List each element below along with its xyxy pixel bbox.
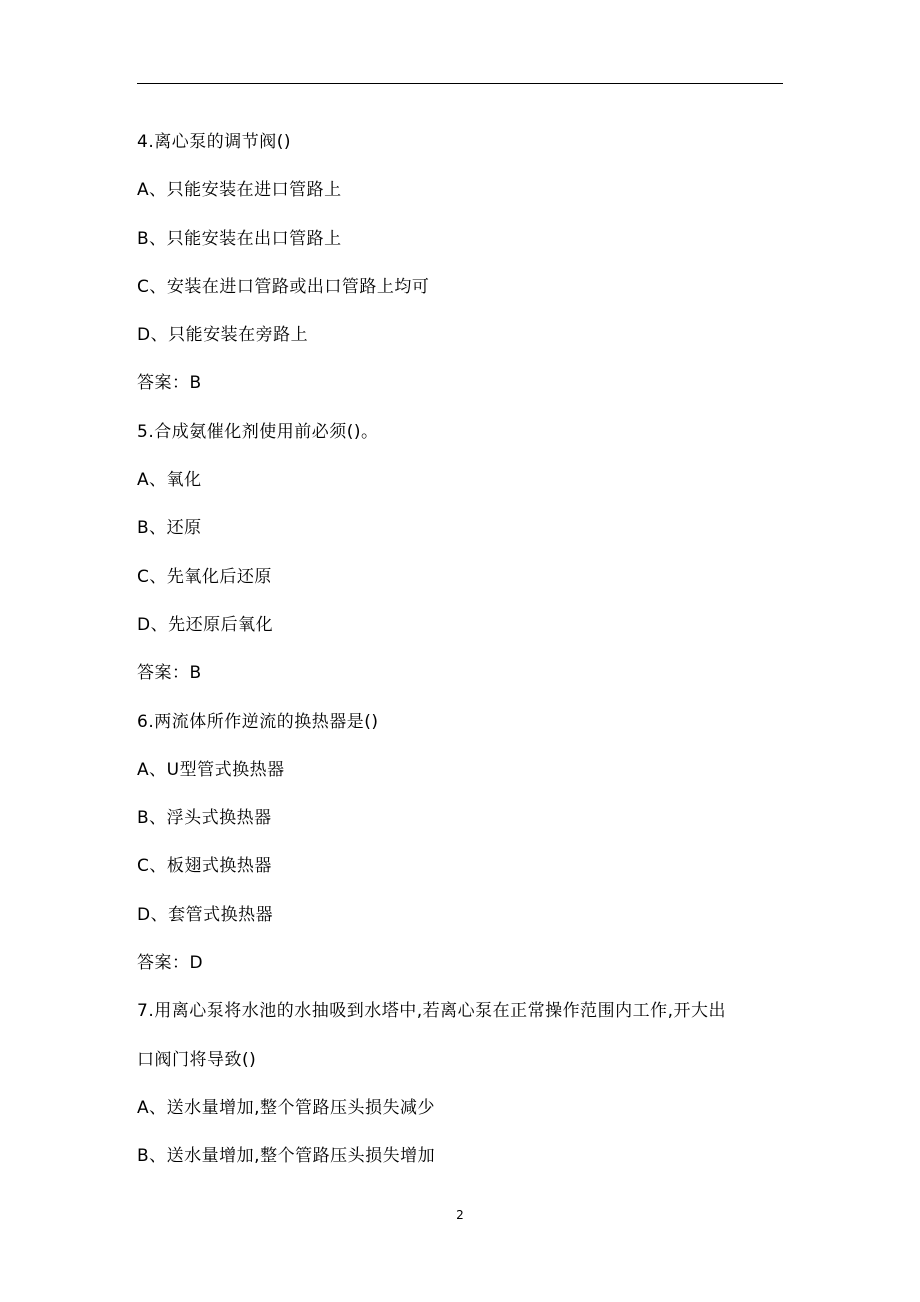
question-stem-line-1: 7.用离心泵将水池的水抽吸到水塔中,若离心泵在正常操作范围内工作,开大出 bbox=[137, 1001, 727, 1022]
option-a: A、氧化 bbox=[137, 470, 202, 491]
option-b: B、只能安装在出口管路上 bbox=[137, 228, 342, 249]
question-stem: 5.合成氨催化剂使用前必须()。 bbox=[137, 421, 379, 442]
answer: 答案：D bbox=[137, 953, 204, 974]
option-b: B、浮头式换热器 bbox=[137, 808, 272, 829]
question-stem: 4.离心泵的调节阀() bbox=[137, 132, 291, 152]
header-rule bbox=[137, 83, 783, 84]
option-d: D、先还原后氧化 bbox=[137, 614, 274, 635]
answer: 答案：B bbox=[137, 373, 202, 394]
answer: 答案：B bbox=[137, 663, 202, 684]
option-c: C、先氧化后还原 bbox=[137, 566, 272, 587]
option-d: D、只能安装在旁路上 bbox=[137, 325, 309, 346]
option-d: D、套管式换热器 bbox=[137, 904, 274, 925]
page-content bbox=[137, 118, 787, 1181]
option-a: A、送水量增加,整个管路压头损失减少 bbox=[137, 1097, 436, 1118]
option-c: C、板翅式换热器 bbox=[137, 856, 272, 877]
question-stem: 6.两流体所作逆流的换热器是() bbox=[137, 711, 379, 732]
option-b: B、送水量增加,整个管路压头损失增加 bbox=[137, 1146, 436, 1167]
option-a: A、U型管式换热器 bbox=[137, 759, 285, 780]
option-a: A、只能安装在进口管路上 bbox=[137, 180, 342, 201]
option-c: C、安装在进口管路或出口管路上均可 bbox=[137, 276, 430, 297]
page-number: 2 bbox=[456, 1208, 464, 1222]
question-stem-line-2: 口阀门将导致() bbox=[137, 1049, 257, 1070]
option-b: B、还原 bbox=[137, 518, 202, 539]
